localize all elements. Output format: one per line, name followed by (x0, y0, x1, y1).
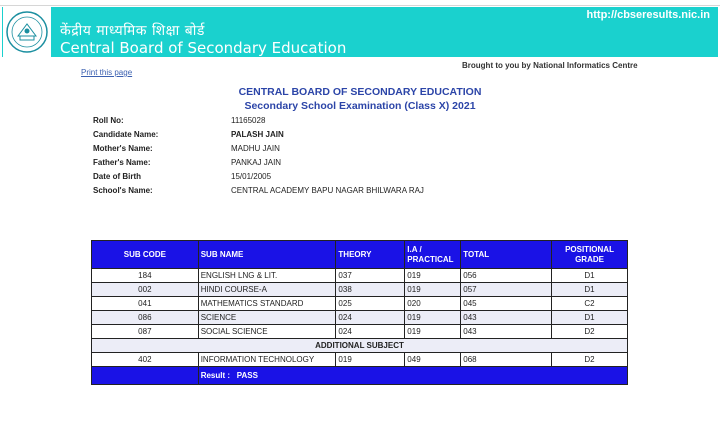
cell-sub-code: 087 (92, 325, 199, 339)
header-total: TOTAL (461, 241, 552, 269)
cell-theory: 037 (336, 269, 405, 283)
info-label: Father's Name: (93, 158, 151, 167)
header-ia-practical (405, 241, 461, 269)
cell-ia: 019 (405, 283, 461, 297)
cbse-logo (3, 7, 51, 57)
cell-sub-name: HINDI COURSE-A (198, 283, 336, 297)
table-row (92, 353, 628, 367)
hindi-board-title: केंद्रीय माध्यमिक शिक्षा बोर्ड (60, 23, 205, 39)
result-label: Result : (200, 371, 231, 380)
cell-total: 057 (461, 283, 552, 297)
top-divider (0, 5, 720, 6)
cell-theory: 019 (336, 353, 405, 367)
cell-ia: 020 (405, 297, 461, 311)
cell-grade: D1 (552, 283, 628, 297)
cell-total: 056 (461, 269, 552, 283)
info-value: 11165028 (231, 116, 266, 125)
header-sub-code: SUB CODE (92, 241, 199, 269)
site-url[interactable]: http://cbseresults.nic.in (586, 9, 710, 21)
marks-table (91, 240, 628, 385)
cell-total: 068 (461, 353, 552, 367)
cell-theory: 025 (336, 297, 405, 311)
cell-grade: C2 (552, 297, 628, 311)
header-theory: THEORY (336, 241, 405, 269)
result-row (92, 367, 628, 385)
table-row (92, 283, 628, 297)
additional-subject-row (92, 339, 628, 353)
cell-sub-name: MATHEMATICS STANDARD (198, 297, 336, 311)
info-label: School's Name: (93, 186, 153, 195)
cell-grade: D2 (552, 325, 628, 339)
cell-sub-code: 184 (92, 269, 199, 283)
cell-total: 043 (461, 311, 552, 325)
info-label: Date of Birth (93, 172, 141, 181)
cell-sub-code: 402 (92, 353, 199, 367)
brought-by-text: Brought to you by National Informatics Centre (462, 61, 638, 70)
cell-grade: D1 (552, 311, 628, 325)
header-ia-line2: PRACTICAL (407, 254, 454, 264)
cell-sub-name: SOCIAL SCIENCE (198, 325, 336, 339)
marks-header-row (92, 241, 628, 269)
info-value: CENTRAL ACADEMY BAPU NAGAR BHILWARA RAJ (231, 186, 424, 195)
table-row (92, 311, 628, 325)
cell-sub-name: INFORMATION TECHNOLOGY (198, 353, 336, 367)
cell-sub-code: 086 (92, 311, 199, 325)
cell-sub-code: 041 (92, 297, 199, 311)
cell-sub-name: SCIENCE (198, 311, 336, 325)
cell-theory: 024 (336, 311, 405, 325)
cell-grade: D1 (552, 269, 628, 283)
header-sub-name: SUB NAME (198, 241, 336, 269)
result-value: PASS (236, 371, 258, 380)
info-value: MADHU JAIN (231, 144, 280, 153)
cell-theory: 024 (336, 325, 405, 339)
table-row (92, 325, 628, 339)
cell-sub-code: 002 (92, 283, 199, 297)
cell-total: 045 (461, 297, 552, 311)
info-value: PALASH JAIN (231, 130, 284, 139)
header-ia-line1: I.A / (407, 244, 422, 254)
info-label: Roll No: (93, 116, 124, 125)
cell-ia: 019 (405, 311, 461, 325)
additional-subject-label: ADDITIONAL SUBJECT (92, 339, 628, 353)
info-label: Mother's Name: (93, 144, 153, 153)
info-value: PANKAJ JAIN (231, 158, 282, 167)
header-grade (552, 241, 628, 269)
cell-sub-name: ENGLISH LNG & LIT. (198, 269, 336, 283)
table-row (92, 269, 628, 283)
cell-total: 043 (461, 325, 552, 339)
cbse-emblem-icon (5, 10, 49, 54)
info-label: Candidate Name: (93, 130, 159, 139)
cell-ia: 049 (405, 353, 461, 367)
info-value: 15/01/2005 (231, 172, 272, 181)
cell-grade: D2 (552, 353, 628, 367)
print-page-link[interactable]: Print this page (81, 68, 133, 77)
cell-ia: 019 (405, 269, 461, 283)
result-cell (198, 367, 627, 385)
exam-title: Secondary School Examination (Class X) 2021 (244, 100, 476, 112)
header-grade-line1: POSITIONAL (565, 244, 614, 254)
cell-theory: 038 (336, 283, 405, 297)
table-row (92, 297, 628, 311)
cell-ia: 019 (405, 325, 461, 339)
header-grade-line2: GRADE (575, 254, 604, 264)
header-banner (2, 7, 718, 57)
board-title: CENTRAL BOARD OF SECONDARY EDUCATION (238, 86, 482, 98)
english-board-title: Central Board of Secondary Education (60, 39, 347, 57)
result-spacer (92, 367, 199, 385)
